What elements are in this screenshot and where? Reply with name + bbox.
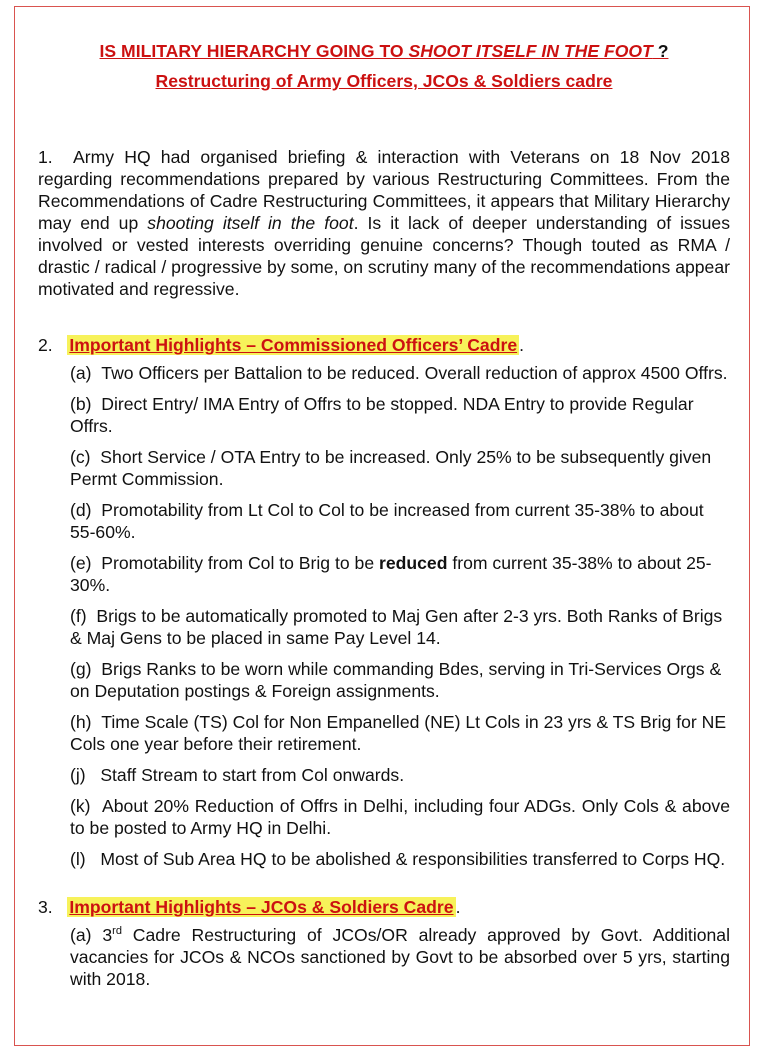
section-2-highlight: Important Highlights – Commissioned Officers’ Cadre bbox=[69, 335, 518, 355]
item-ordinal: 3 bbox=[102, 925, 113, 945]
item-text: Brigs to be automatically promoted to Maj Gen after 2-3 yrs. Both Ranks of Brigs & Maj Gens to be placed in same Pay Level 14. bbox=[70, 606, 723, 648]
item-text: from current 35-38% to about 25-30%. bbox=[70, 553, 712, 595]
list-item bbox=[70, 795, 730, 839]
item-label: (h) bbox=[70, 712, 92, 732]
item-text: Cadre Restructuring of JCOs/OR already approved by Govt. Additional vacancies for JCOs & NCOs sanctioned by Govt to be absorbed over 5 yrs, starting with 2018. bbox=[70, 925, 730, 989]
title-suffix: ? bbox=[652, 41, 669, 61]
item-text: Time Scale (TS) Col for Non Empanelled (NE) Lt Cols in 23 yrs & TS Brig for NE Cols one year before their retirement. bbox=[70, 712, 727, 754]
list-item bbox=[70, 924, 730, 990]
title-line-2: Restructuring of Army Officers, JCOs & Soldiers cadre bbox=[155, 71, 613, 91]
list-item bbox=[70, 848, 730, 870]
list-item bbox=[70, 552, 730, 596]
item-text: Direct Entry/ IMA Entry of Offrs to be stopped. NDA Entry to provide Regular Offrs. bbox=[70, 394, 694, 436]
item-bold-text: reduced bbox=[379, 553, 448, 573]
item-label: (k) bbox=[70, 796, 91, 816]
list-item bbox=[70, 711, 730, 755]
section-1-text-b: . Is it lack of deeper understanding of issues involved or vested interests overriding genuine concerns? Though touted as RMA / drastic / radical / progressive by some, on scrutiny many of the recommendations appear motivated and regressive. bbox=[38, 213, 731, 299]
title-prefix: IS MILITARY HIERARCHY GOING TO bbox=[99, 41, 409, 61]
item-text: About 20% Reduction of Offrs in Delhi, including four ADGs. Only Cols & above to be posted to Army HQ in Delhi. bbox=[70, 796, 730, 838]
list-item bbox=[70, 605, 730, 649]
section-2-heading-end: . bbox=[519, 335, 524, 355]
section-3-highlight: Important Highlights – JCOs & Soldiers Cadre bbox=[69, 897, 454, 917]
list-item bbox=[70, 446, 730, 490]
title-italic: SHOOT ITSELF IN THE FOOT bbox=[408, 41, 653, 61]
item-label: (a) bbox=[70, 925, 92, 945]
section-3-heading bbox=[38, 894, 730, 920]
list-item bbox=[70, 658, 730, 702]
list-item bbox=[70, 393, 730, 437]
item-text: Most of Sub Area HQ to be abolished & responsibilities transferred to Corps HQ. bbox=[100, 849, 726, 869]
item-text: Brigs Ranks to be worn while commanding Bdes, serving in Tri-Services Orgs & on Deputation postings & Foreign assignments. bbox=[70, 659, 722, 701]
item-label: (c) bbox=[70, 447, 91, 467]
item-text: Promotability from Lt Col to Col to be increased from current 35-38% to about 55-60%. bbox=[70, 500, 704, 542]
section-3-items bbox=[38, 924, 730, 990]
item-label: (a) bbox=[70, 363, 92, 383]
document-title bbox=[38, 36, 730, 96]
item-label: (l) bbox=[70, 849, 86, 869]
item-label: (j) bbox=[70, 765, 86, 785]
item-text: Short Service / OTA Entry to be increased. Only 25% to be subsequently given Permt Commission. bbox=[70, 447, 712, 489]
item-label: (e) bbox=[70, 553, 92, 573]
item-label: (b) bbox=[70, 394, 92, 414]
section-2-items bbox=[38, 362, 730, 870]
item-text: Promotability from Col to Brig to be bbox=[101, 553, 379, 573]
section-2-heading bbox=[38, 332, 730, 358]
title-line-1 bbox=[38, 36, 730, 66]
section-1-italic: shooting itself in the foot bbox=[147, 213, 354, 233]
section-1-number: 1. bbox=[38, 147, 53, 167]
item-label: (g) bbox=[70, 659, 92, 679]
item-label: (d) bbox=[70, 500, 92, 520]
list-item bbox=[70, 499, 730, 543]
section-3-heading-end: . bbox=[455, 897, 461, 917]
item-text: Two Officers per Battalion to be reduced. Overall reduction of approx 4500 Offrs. bbox=[101, 363, 728, 383]
section-3-number: 3. bbox=[38, 897, 53, 917]
item-ordinal-sup: rd bbox=[112, 925, 122, 938]
item-text: Staff Stream to start from Col onwards. bbox=[100, 765, 405, 785]
section-1-paragraph bbox=[38, 146, 730, 300]
list-item bbox=[70, 764, 730, 786]
section-2-number: 2. bbox=[38, 335, 53, 355]
item-label: (f) bbox=[70, 606, 87, 626]
section-1-text-a: Army HQ had organised briefing & interaction with Veterans on 18 Nov 2018 regarding recommendations prepared by various Restructuring Committees. From the Recommendations of Cadre Restructuring Committees, it appears that Military Hierarchy may end up bbox=[38, 147, 731, 233]
list-item bbox=[70, 362, 730, 384]
